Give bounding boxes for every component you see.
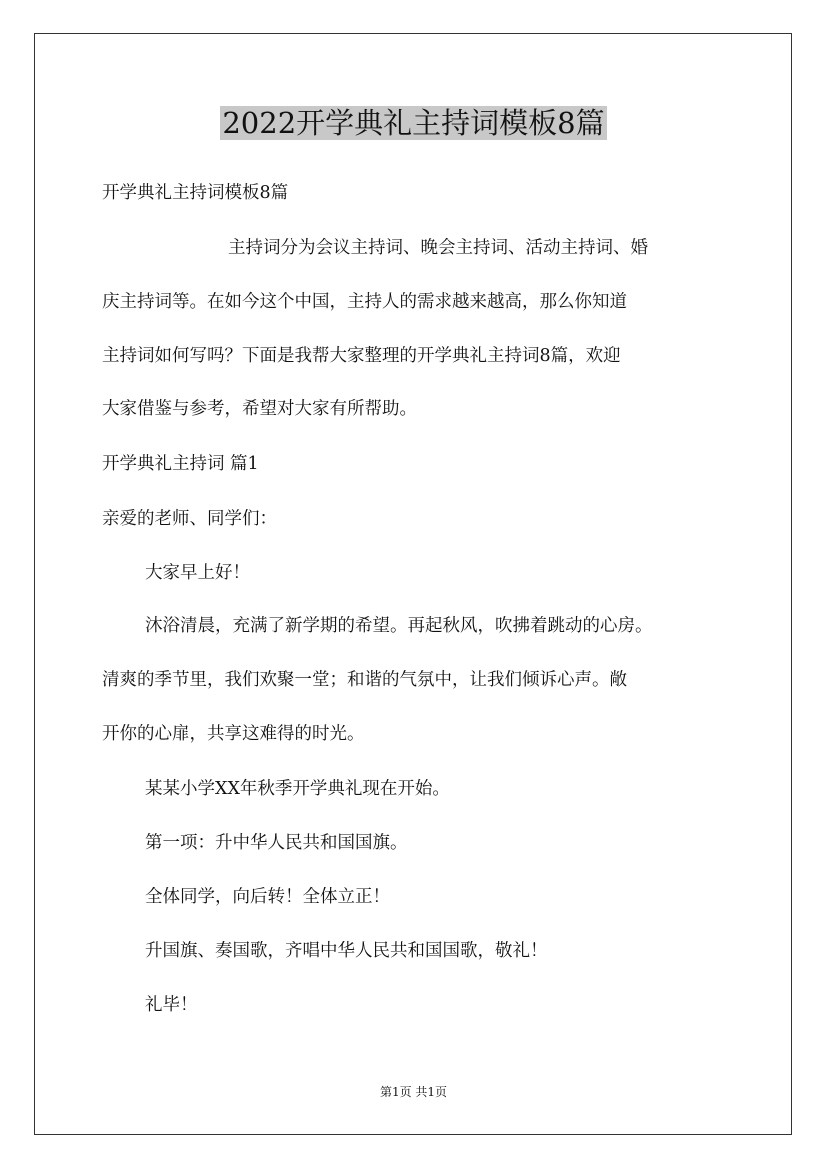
- end-line: 礼毕！: [145, 995, 198, 1015]
- document-subtitle: 开学典礼主持词模板8篇: [102, 183, 289, 203]
- paragraph-line: 开你的心扉，共享这难得的时光。: [102, 724, 365, 744]
- salutation: 亲爱的老师、同学们：: [102, 509, 277, 529]
- intro-line: 大家借鉴与参考，希望对大家有所帮助。: [102, 399, 417, 419]
- intro-line: 主持词分为会议主持词、晚会主持词、活动主持词、婚: [228, 238, 648, 258]
- intro-line: 主持词如何写吗？下面是我帮大家整理的开学典礼主持词8篇，欢迎: [102, 346, 621, 366]
- paragraph-line: 沐浴清晨，充满了新学期的希望。再起秋风，吹拂着跳动的心房。: [145, 616, 653, 636]
- intro-line: 庆主持词等。在如今这个中国，主持人的需求越来越高，那么你知道: [102, 292, 627, 312]
- document-title: 2022开学典礼主持词模板8篇: [222, 106, 605, 140]
- section-heading: 开学典礼主持词 篇1: [102, 454, 259, 474]
- paragraph-line: 清爽的季节里，我们欢聚一堂；和谐的气氛中，让我们倾诉心声。敞: [102, 670, 627, 690]
- page-footer: 第1页 共1页: [379, 1085, 448, 1099]
- greeting: 大家早上好！: [145, 563, 250, 583]
- ceremony-start-line: 某某小学XX年秋季开学典礼现在开始。: [145, 779, 450, 799]
- anthem-line: 升国旗、奏国歌，齐唱中华人民共和国国歌，敬礼！: [145, 941, 548, 961]
- agenda-item-line: 第一项：升中华人民共和国国旗。: [145, 833, 408, 853]
- command-line: 全体同学，向后转！全体立正！: [145, 887, 390, 907]
